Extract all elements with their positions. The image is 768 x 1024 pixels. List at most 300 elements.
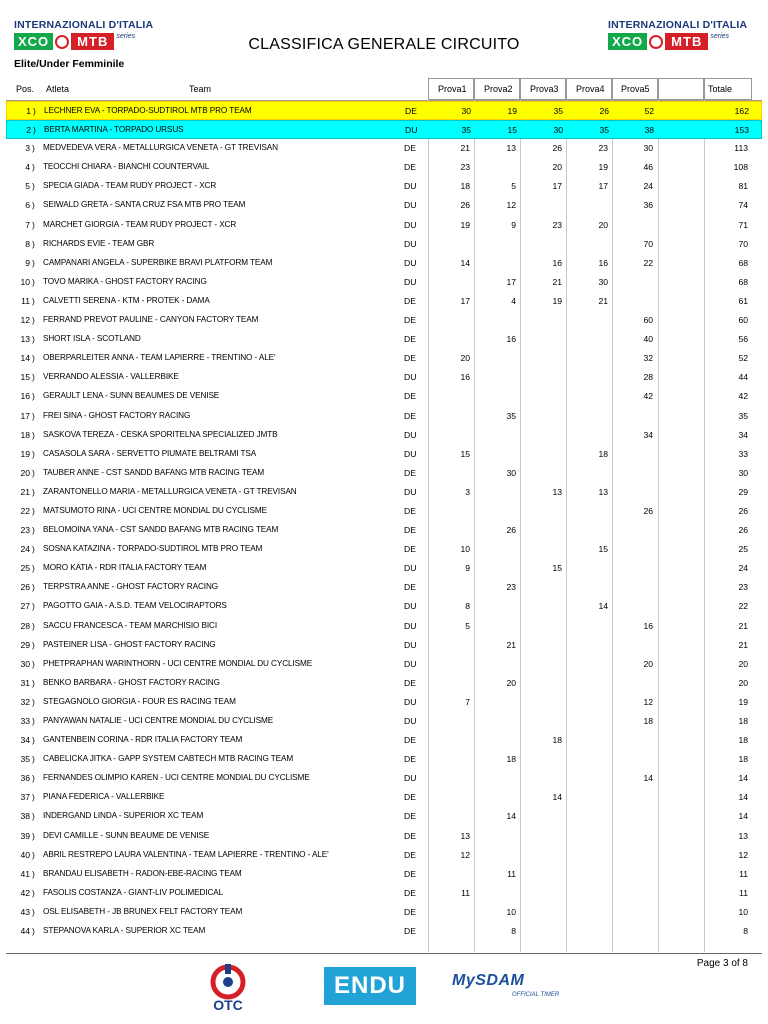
prova1-points: 8 <box>465 601 470 612</box>
athlete-team: BERTA MARTINA - TORPADO URSUS <box>44 125 184 135</box>
prova3-points: 19 <box>552 295 562 306</box>
athlete-team: CABELICKA JITKA - GAPP SYSTEM CABTECH MTB RACING TEAM <box>43 754 294 764</box>
category-code: DE <box>404 582 416 593</box>
table-row <box>6 846 762 865</box>
athlete-team: PAGOTTO GAIA - A.S.D. TEAM VELOCIRAPTORS <box>43 601 227 611</box>
pos-paren: ) <box>33 106 36 116</box>
prova2-points: 12 <box>506 200 516 211</box>
prova2-points: 23 <box>506 582 516 593</box>
prova1-points: 5 <box>465 620 470 631</box>
table-row <box>6 693 762 712</box>
prova1-points: 21 <box>460 143 470 154</box>
prova2-points: 20 <box>506 677 516 688</box>
prova1-points: 13 <box>460 830 470 841</box>
table-row <box>6 139 762 158</box>
pos-paren: ) <box>32 677 35 688</box>
pos-paren: ) <box>32 334 35 345</box>
otc-text: OTC <box>213 997 243 1012</box>
pos: 1 <box>26 106 31 116</box>
prova2-points: 11 <box>507 868 516 879</box>
pos: 7 <box>25 219 30 230</box>
athlete-team: SACCU FRANCESCA - TEAM MARCHISIO BICI <box>43 620 218 630</box>
prova5-points: 42 <box>643 391 653 402</box>
prova1-points: 18 <box>460 181 470 192</box>
category-code: DE <box>404 315 416 326</box>
athlete-team: SEIWALD GRETA - SANTA CRUZ FSA MTB PRO TEAM <box>43 200 246 210</box>
pos: 12 <box>20 315 30 326</box>
pos: 5 <box>25 181 30 192</box>
category-code: DE <box>404 754 416 765</box>
category-code: DU <box>404 429 417 440</box>
athlete-team: PHETPRAPHAN WARINTHORN - UCI CENTRE MONDIAL DU CYCLISME <box>43 658 313 668</box>
footer-divider <box>6 953 762 954</box>
pos: 25 <box>20 563 30 574</box>
athlete-team: SHORT ISLA - SCOTLAND <box>43 334 141 344</box>
athlete-team: MATSUMOTO RINA - UCI CENTRE MONDIAL DU CYCLISME <box>43 505 267 515</box>
pos-paren: ) <box>32 276 35 287</box>
pos: 36 <box>20 773 30 784</box>
prova2-points: 30 <box>506 467 516 478</box>
mysdam-logo <box>452 972 592 1002</box>
athlete-team: GANTENBEIN CORINA - RDR ITALIA FACTORY TEAM <box>43 735 243 745</box>
category-code: DE <box>404 295 416 306</box>
category-code: DU <box>404 448 417 459</box>
category-code: DE <box>404 735 416 746</box>
category-code: DE <box>404 849 416 860</box>
prova3-points: 30 <box>553 125 563 136</box>
total-points: 18 <box>738 735 748 746</box>
total-points: 108 <box>733 162 748 173</box>
pos: 42 <box>20 887 30 898</box>
pos: 37 <box>20 792 30 803</box>
prova3-points: 13 <box>552 486 562 497</box>
table-row <box>6 426 762 445</box>
table-row <box>6 254 762 273</box>
pos-paren: ) <box>32 544 35 555</box>
table-row <box>6 540 762 559</box>
pos-paren: ) <box>32 143 35 154</box>
pos: 38 <box>20 811 30 822</box>
athlete-team: MORO KATIA - RDR ITALIA FACTORY TEAM <box>43 563 207 573</box>
category-code: DU <box>404 238 417 249</box>
table-row <box>6 865 762 884</box>
athlete-team: RICHARDS EVIE - TEAM GBR <box>43 238 155 248</box>
total-points: 20 <box>738 658 748 669</box>
pos: 41 <box>20 868 30 879</box>
athlete-team: FERRAND PREVOT PAULINE - CANYON FACTORY TEAM <box>43 315 259 325</box>
pos: 35 <box>20 754 30 765</box>
prova1-points: 30 <box>461 106 471 116</box>
table-row <box>6 196 762 215</box>
prova3-points: 15 <box>552 563 562 574</box>
total-points: 11 <box>739 868 748 879</box>
athlete-team: OBERPARLEITER ANNA - TEAM LAPIERRE - TRENTINO - ALE' <box>43 353 276 363</box>
prova1-points: 17 <box>460 295 470 306</box>
category-code: DE <box>404 868 416 879</box>
athlete-team: TEOCCHI CHIARA - BIANCHI COUNTERVAIL <box>43 162 210 172</box>
col-team: Team <box>189 84 212 94</box>
prova1-points: 15 <box>460 448 470 459</box>
total-points: 22 <box>738 601 748 612</box>
athlete-team: FREI SINA - GHOST FACTORY RACING <box>43 410 191 420</box>
category-code: DU <box>404 696 417 707</box>
total-points: 23 <box>738 582 748 593</box>
prova1-points: 10 <box>460 544 470 555</box>
category-code: DU <box>404 620 417 631</box>
prova1-points: 3 <box>465 486 470 497</box>
prova2-points: 9 <box>511 219 516 230</box>
pos: 20 <box>20 467 30 478</box>
total-points: 61 <box>738 295 748 306</box>
table-row <box>6 235 762 254</box>
athlete-team: TAUBER ANNE - CST SANDD BAFANG MTB RACING TEAM <box>43 467 265 477</box>
prova1-points: 11 <box>461 887 470 898</box>
prova2-points: 21 <box>506 639 516 650</box>
category-code: DU <box>404 200 417 211</box>
series-label: series <box>116 33 136 40</box>
category-code: DE <box>404 143 416 154</box>
table-row <box>6 216 762 235</box>
pos-paren: ) <box>32 391 35 402</box>
pos: 32 <box>20 696 30 707</box>
prova5-points: 60 <box>643 315 653 326</box>
pos-paren: ) <box>32 467 35 478</box>
pos-paren: ) <box>32 448 35 459</box>
athlete-team: TOVO MARIKA - GHOST FACTORY RACING <box>43 276 207 286</box>
pos: 40 <box>20 849 30 860</box>
athlete-team: VERRANDO ALESSIA - VALLERBIKE <box>43 372 179 382</box>
col-p1: Prova1 <box>438 84 467 94</box>
total-points: 19 <box>738 696 748 707</box>
total-points: 29 <box>738 486 748 497</box>
table-row <box>6 311 762 330</box>
pos-paren: ) <box>32 238 35 249</box>
category-code: DU <box>404 601 417 612</box>
prova1-points: 9 <box>465 563 470 574</box>
table-row <box>6 292 762 311</box>
pos: 43 <box>20 906 30 917</box>
athlete-team: PASTEINER LISA - GHOST FACTORY RACING <box>43 639 216 649</box>
pos-paren: ) <box>32 868 35 879</box>
prova5-points: 36 <box>643 200 653 211</box>
category-code: DU <box>404 181 417 192</box>
prova4-points: 20 <box>598 219 608 230</box>
total-points: 34 <box>738 429 748 440</box>
total-points: 24 <box>738 563 748 574</box>
total-points: 162 <box>734 106 749 116</box>
table-row <box>6 597 762 616</box>
pos-paren: ) <box>32 295 35 306</box>
pos-paren: ) <box>32 200 35 211</box>
prova2-points: 13 <box>506 143 516 154</box>
total-points: 42 <box>738 391 748 402</box>
category-code: DE <box>404 162 416 173</box>
prova2-points: 8 <box>511 926 516 937</box>
category-code: DE <box>404 410 416 421</box>
athlete-team: PANYAWAN NATALIE - UCI CENTRE MONDIAL DU CYCLISME <box>43 716 274 725</box>
pos-paren: ) <box>32 849 35 860</box>
athlete-team: LECHNER EVA - TORPADO-SUDTIROL MTB PRO TEAM <box>44 106 252 115</box>
table-row <box>6 101 762 120</box>
table-row <box>6 578 762 597</box>
pos-paren: ) <box>32 505 35 516</box>
prova3-points: 21 <box>552 276 562 287</box>
category-code: DU <box>404 563 417 574</box>
prova2-points: 19 <box>507 106 517 116</box>
pos: 19 <box>20 448 30 459</box>
pos: 28 <box>20 620 30 631</box>
prova5-points: 40 <box>643 334 653 345</box>
prova2-points: 18 <box>506 754 516 765</box>
prova2-points: 26 <box>506 525 516 536</box>
prova2-points: 35 <box>506 410 516 421</box>
category-code: DE <box>404 391 416 402</box>
prova4-points: 19 <box>598 162 608 173</box>
total-points: 25 <box>738 544 748 555</box>
table-row <box>6 464 762 483</box>
table-row <box>6 368 762 387</box>
athlete-team: BELOMOINA YANA - CST SANDD BAFANG MTB RACING TEAM <box>43 525 279 535</box>
table-row <box>6 387 762 406</box>
category-code: DU <box>404 372 417 383</box>
table-row <box>6 884 762 903</box>
prova5-points: 16 <box>643 620 653 631</box>
athlete-team: SASKOVA TEREZA - CESKA SPORITELNA SPECIALIZED JMTB <box>43 429 278 439</box>
pos-paren: ) <box>32 563 35 574</box>
pos-paren: ) <box>32 620 35 631</box>
pos-paren: ) <box>32 429 35 440</box>
prova3-points: 35 <box>553 106 563 116</box>
col-total: Totale <box>708 84 733 94</box>
page-number: Page 3 of 8 <box>696 958 748 969</box>
pos: 31 <box>20 677 30 688</box>
table-row <box>6 407 762 426</box>
pos-paren: ) <box>32 486 35 497</box>
pos: 11 <box>21 295 30 306</box>
category-label: Elite/Under Femminile <box>14 58 125 70</box>
total-points: 70 <box>738 238 748 249</box>
pos-paren: ) <box>32 906 35 917</box>
pos-paren: ) <box>32 811 35 822</box>
total-points: 153 <box>734 125 749 136</box>
pos-paren: ) <box>32 716 35 726</box>
category-code: DU <box>404 219 417 230</box>
total-points: 113 <box>734 143 748 154</box>
prova5-points: 12 <box>643 696 653 707</box>
athlete-team: ABRIL RESTREPO LAURA VALENTINA - TEAM LAPIERRE - TRENTINO - ALE' <box>43 849 329 859</box>
pos: 15 <box>20 372 30 383</box>
pos-paren: ) <box>32 257 35 268</box>
mysdam-subtext: OFFICIAL TIMER <box>512 992 560 998</box>
pos-paren: ) <box>32 582 35 593</box>
pos-paren: ) <box>32 735 35 746</box>
table-row <box>6 636 762 655</box>
prova5-points: 34 <box>643 429 653 440</box>
table-row <box>6 177 762 196</box>
prova5-points: 70 <box>643 238 653 249</box>
table-row <box>6 483 762 502</box>
prova3-points: 14 <box>552 792 562 803</box>
athlete-team: FASOLIS COSTANZA - GIANT-LIV POLIMEDICAL <box>43 887 224 897</box>
pos: 30 <box>20 658 30 669</box>
pos: 16 <box>20 391 30 402</box>
table-row <box>6 769 762 788</box>
pos: 44 <box>20 926 30 937</box>
total-points: 8 <box>743 926 748 937</box>
prova5-points: 20 <box>643 658 653 669</box>
total-points: 12 <box>738 849 748 860</box>
total-points: 52 <box>738 353 748 364</box>
table-row <box>6 158 762 177</box>
total-points: 11 <box>739 887 748 898</box>
athlete-team: TERPSTRA ANNE - GHOST FACTORY RACING <box>43 582 219 592</box>
category-code: DU <box>404 716 417 726</box>
table-row <box>6 807 762 826</box>
pos: 22 <box>20 505 30 516</box>
total-points: 68 <box>738 257 748 268</box>
col-p4: Prova4 <box>576 84 605 94</box>
standings-table <box>6 101 762 941</box>
pos: 10 <box>20 276 30 287</box>
pos: 9 <box>25 257 30 268</box>
prova4-points: 14 <box>598 601 608 612</box>
pos: 39 <box>20 830 30 841</box>
prova4-points: 16 <box>598 257 608 268</box>
total-points: 81 <box>738 181 748 192</box>
athlete-team: SOSNA KATAZINA - TORPADO-SUDTIROL MTB PRO TEAM <box>43 544 263 554</box>
endu-logo: ENDU <box>324 967 416 1005</box>
athlete-team: OSL ELISABETH - JB BRUNEX FELT FACTORY TEAM <box>43 906 243 916</box>
otc-logo <box>198 962 258 1012</box>
prova5-points: 14 <box>643 773 653 784</box>
pos: 34 <box>20 735 30 746</box>
category-code: DU <box>404 639 417 650</box>
pos: 2 <box>26 125 31 136</box>
col-athlete: Atleta <box>46 84 70 94</box>
pos: 17 <box>20 410 30 421</box>
prova2-points: 10 <box>506 906 516 917</box>
table-row <box>6 559 762 578</box>
pos: 4 <box>25 162 30 173</box>
prova2-points: 17 <box>506 276 516 287</box>
prova4-points: 17 <box>598 181 608 192</box>
category-code: DE <box>405 106 417 116</box>
category-code: DE <box>404 906 416 917</box>
athlete-team: ZARANTONELLO MARIA - METALLURGICA VENETA - GT TREVISAN <box>43 486 297 496</box>
prova3-points: 17 <box>552 181 562 192</box>
prova1-points: 26 <box>460 200 470 211</box>
pos: 23 <box>20 525 30 536</box>
category-code: DE <box>404 525 416 536</box>
athlete-team: DEVI CAMILLE - SUNN BEAUME DE VENISE <box>43 830 210 840</box>
category-code: DE <box>404 811 416 822</box>
pos: 13 <box>20 334 30 345</box>
pos: 6 <box>25 200 30 211</box>
pos-paren: ) <box>32 696 35 707</box>
pos-paren: ) <box>32 773 35 784</box>
pos-paren: ) <box>32 372 35 383</box>
total-points: 30 <box>738 467 748 478</box>
col-p5: Prova5 <box>621 84 650 94</box>
table-row <box>6 903 762 922</box>
col-pos: Pos. <box>16 84 35 94</box>
prova1-points: 20 <box>460 353 470 364</box>
category-code: DE <box>404 334 416 345</box>
pos: 29 <box>20 639 30 650</box>
table-row <box>6 788 762 807</box>
category-code: DE <box>404 467 416 478</box>
prova4-points: 13 <box>598 486 608 497</box>
total-points: 26 <box>738 505 748 516</box>
pos-paren: ) <box>32 792 35 803</box>
prova4-points: 21 <box>598 295 608 306</box>
category-code: DU <box>404 257 417 268</box>
pos-paren: ) <box>32 658 35 669</box>
pos: 26 <box>20 582 30 593</box>
xco-badge: XCO <box>608 33 647 50</box>
xco-badge: XCO <box>14 33 53 50</box>
prova3-points: 26 <box>552 143 562 154</box>
prova2-points: 14 <box>506 811 516 822</box>
table-row <box>6 120 762 139</box>
category-code: DE <box>404 677 416 688</box>
category-code: DU <box>404 658 417 669</box>
prova3-points: 18 <box>552 735 562 746</box>
category-code: DE <box>404 887 416 898</box>
pos: 27 <box>20 601 30 612</box>
prova3-points: 16 <box>552 257 562 268</box>
athlete-team: STEPANOVA KARLA - SUPERIOR XC TEAM <box>43 926 206 936</box>
athlete-team: SPECIA GIADA - TEAM RUDY PROJECT - XCR <box>43 181 217 191</box>
prova2-points: 5 <box>511 181 516 192</box>
athlete-team: BRANDAU ELISABETH - RADON-EBE-RACING TEAM <box>43 868 242 878</box>
total-points: 14 <box>738 792 748 803</box>
col-p2: Prova2 <box>484 84 513 94</box>
total-points: 14 <box>738 773 748 784</box>
category-code: DU <box>404 773 417 784</box>
mtb-badge: MTB <box>71 33 114 50</box>
category-code: DE <box>404 353 416 364</box>
prova5-points: 24 <box>643 181 653 192</box>
prova1-points: 7 <box>465 696 470 707</box>
total-points: 26 <box>738 525 748 536</box>
category-code: DE <box>404 544 416 555</box>
athlete-team: CALVETTI SERENA - KTM - PROTEK - DAMA <box>43 295 210 305</box>
pos: 24 <box>20 544 30 555</box>
table-row <box>6 330 762 349</box>
pos-paren: ) <box>33 125 36 136</box>
table-row <box>6 349 762 368</box>
table-header <box>6 78 762 100</box>
pos: 21 <box>20 486 30 497</box>
prova5-points: 52 <box>644 106 654 116</box>
prova1-points: 12 <box>460 849 470 860</box>
prova4-points: 23 <box>598 143 608 154</box>
prova5-points: 18 <box>643 716 653 726</box>
category-code: DE <box>404 830 416 841</box>
pos-paren: ) <box>32 639 35 650</box>
table-row <box>6 445 762 464</box>
total-points: 33 <box>738 448 748 459</box>
pos: 3 <box>25 143 30 154</box>
category-code: DE <box>404 505 416 516</box>
prova4-points: 35 <box>599 125 609 136</box>
athlete-team: CASASOLA SARA - SERVETTO PIUMATE BELTRAMI TSA <box>43 448 257 458</box>
total-points: 18 <box>738 716 748 726</box>
athlete-team: BENKO BARBARA - GHOST FACTORY RACING <box>43 677 220 687</box>
prova1-points: 16 <box>460 372 470 383</box>
total-points: 35 <box>738 410 748 421</box>
